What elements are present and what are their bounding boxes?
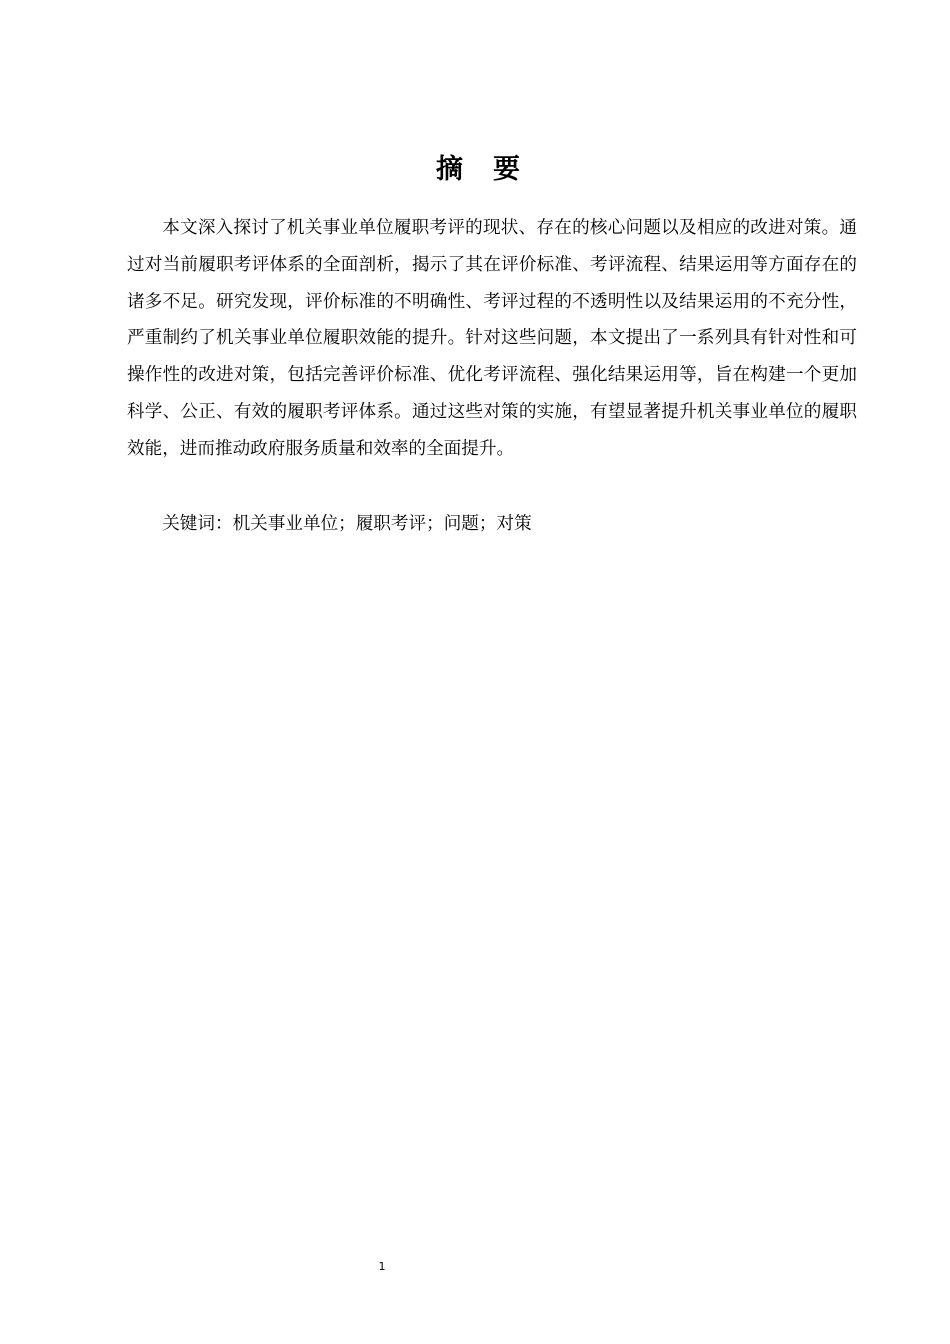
abstract-paragraph: 本文深入探讨了机关事业单位履职考评的现状、存在的核心问题以及相应的改进对策。通过对当前履职考评体系的全面剖析，揭示了其在评价标准、考评流程、结果运用等方面存在的诸多不足。研究发现，评价标准的不明确性、考评过程的不透明性以及结果运用的不充分性，严重制约了机关事业单位履职效能的提升。针对这些问题，本文提出了一系列具有针对性和可操作性的改进对策，包括完善评价标准、优化考评流程、强化结果运用等，旨在构建一个更加科学、公正、有效的履职考评体系。通过这些对策的实施，有望显著提升机关事业单位的履职效能，进而推动政府服务质量和效率的全面提升。 [127, 218, 857, 459]
page-number: 1 [378, 1260, 386, 1273]
page-title: 摘要 [436, 154, 550, 185]
keywords-line: 关键词：机关事业单位；履职考评；问题；对策 [162, 514, 532, 534]
